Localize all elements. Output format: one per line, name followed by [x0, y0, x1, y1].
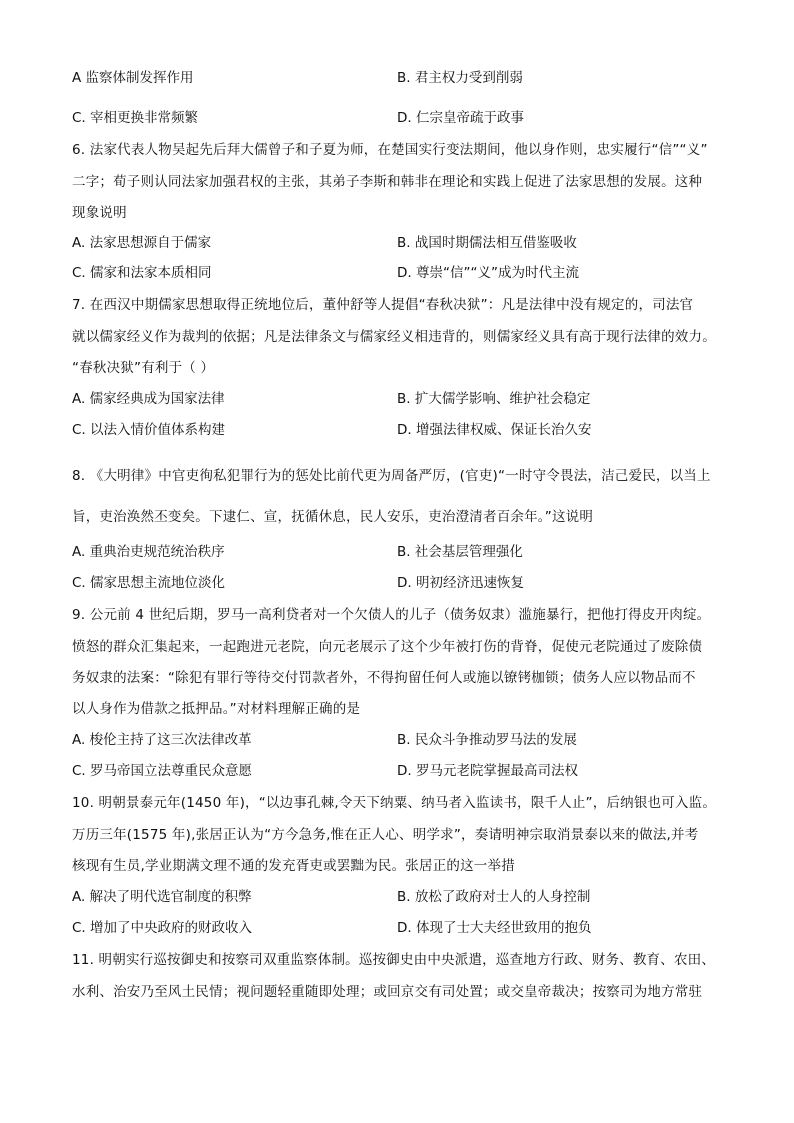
q6-stem-line: 二字；荀子则认同法家加强君权的主张，其弟子李斯和韩非在理论和实践上促进了法家思想的发展。这种	[72, 174, 703, 190]
q6-stem-line: 6. 法家代表人物吴起先后拜大儒曾子和子夏为师，在楚国实行变法期间，他以身作则，忠实履行“信”“义”	[72, 142, 708, 158]
q6-option-d: D. 尊崇“信”“义”成为时代主流	[397, 265, 579, 281]
q10-option-a: A. 解决了明代选官制度的积弊	[72, 889, 252, 905]
q9-option-d: D. 罗马元老院掌握最高司法权	[397, 763, 578, 779]
q8-option-d: D. 明初经济迅速恢复	[397, 575, 524, 591]
q5-option-b: B. 君主权力受到削弱	[397, 70, 523, 86]
q11-stem-line: 11. 明朝实行巡按御史和按察司双重监察体制。巡按御史由中央派遣，巡查地方行政、财务、教育、农田、	[72, 952, 716, 968]
q5-option-d: D. 仁宗皇帝疏于政事	[397, 110, 524, 126]
q9-option-b: B. 民众斗争推动罗马法的发展	[397, 732, 577, 748]
q5-option-a: A 监察体制发挥作用	[72, 70, 194, 86]
q7-option-a: A. 儒家经典成为国家法律	[72, 391, 225, 407]
q11-stem-line: 水利、治安乃至风土民情；视问题轻重随即处理；或回京交有司处置；或交皇帝裁决；按察司为地方常驻	[72, 984, 703, 1000]
q9-stem-line: 务奴隶的法案：“除犯有罪行等待交付罚款者外，不得拘留任何人或施以镣铐枷锁；债务人应以物品而不	[72, 670, 696, 686]
q8-stem-line: 8. 《大明律》中官吏徇私犯罪行为的惩处比前代更为周备严厉，(官吏)“一时守令畏法，洁己爱民，以当上	[72, 468, 711, 484]
q7-stem-line: 7. 在西汉中期儒家思想取得正统地位后，董仲舒等人提倡“春秋决狱”：凡是法律中没有规定的，司法官	[72, 297, 694, 313]
q10-stem-line: 万历三年(1575 年),张居正认为“方今急务,惟在正人心、明学求”，奏请明神宗取消景泰以来的做法,并考	[72, 827, 699, 843]
q8-option-b: B. 社会基层管理强化	[397, 544, 523, 560]
q8-option-c: C. 儒家思想主流地位淡化	[72, 575, 226, 591]
q6-option-a: A. 法家思想源自于儒家	[72, 235, 212, 251]
q7-stem-line: “春秋决狱”有利于（ ）	[72, 360, 215, 376]
q9-stem-line: 以人身作为借款之抵押品。”对材料理解正确的是	[72, 701, 361, 717]
q8-stem-line: 旨，吏治涣然丕变矣。下逮仁、宣，抚循休息，民人安乐，吏治澄清者百余年。”这说明	[72, 509, 594, 525]
q6-stem-line: 现象说明	[72, 205, 127, 221]
q7-option-b: B. 扩大儒学影响、维护社会稳定	[397, 391, 591, 407]
q10-stem-line: 核现有生员,学业期满文理不通的发充胥吏或罢黜为民。张居正的这一举措	[72, 858, 515, 874]
q10-option-b: B. 放松了政府对士人的人身控制	[397, 889, 591, 905]
q6-option-b: B. 战国时期儒法相互借鉴吸收	[397, 235, 577, 251]
q7-option-c: C. 以法入情价值体系构建	[72, 422, 226, 438]
q10-option-c: C. 增加了中央政府的财政收入	[72, 920, 253, 936]
q9-stem-line: 愤怒的群众汇集起来，一起跑进元老院，向元老展示了这个少年被打伤的背脊，促使元老院通过了废除债	[72, 639, 703, 655]
q10-stem-line: 10. 明朝景泰元年(1450 年)，“以边事孔棘,令天下纳粟、纳马者入监读书，限千人止”，后纳银也可入监。	[72, 795, 717, 811]
q9-stem-line: 9. 公元前 4 世纪后期，罗马一高利贷者对一个欠债人的儿子（债务奴隶）滥施暴行，把他打得皮开肉绽。	[72, 607, 711, 623]
q10-option-d: D. 体现了士大夫经世致用的抱负	[397, 920, 592, 936]
q9-option-c: C. 罗马帝国立法尊重民众意愿	[72, 763, 253, 779]
q6-option-c: C. 儒家和法家本质相同	[72, 265, 212, 281]
q7-stem-line: 就以儒家经义作为裁判的依据；凡是法律条文与儒家经义相违背的，则儒家经义具有高于现行法律的效力。	[72, 329, 716, 345]
q7-option-d: D. 增强法律权威、保证长治久安	[397, 422, 592, 438]
q8-option-a: A. 重典治吏规范统治秩序	[72, 544, 225, 560]
q5-option-c: C. 宰相更换非常频繁	[72, 110, 199, 126]
q9-option-a: A. 梭伦主持了这三次法律改革	[72, 732, 252, 748]
